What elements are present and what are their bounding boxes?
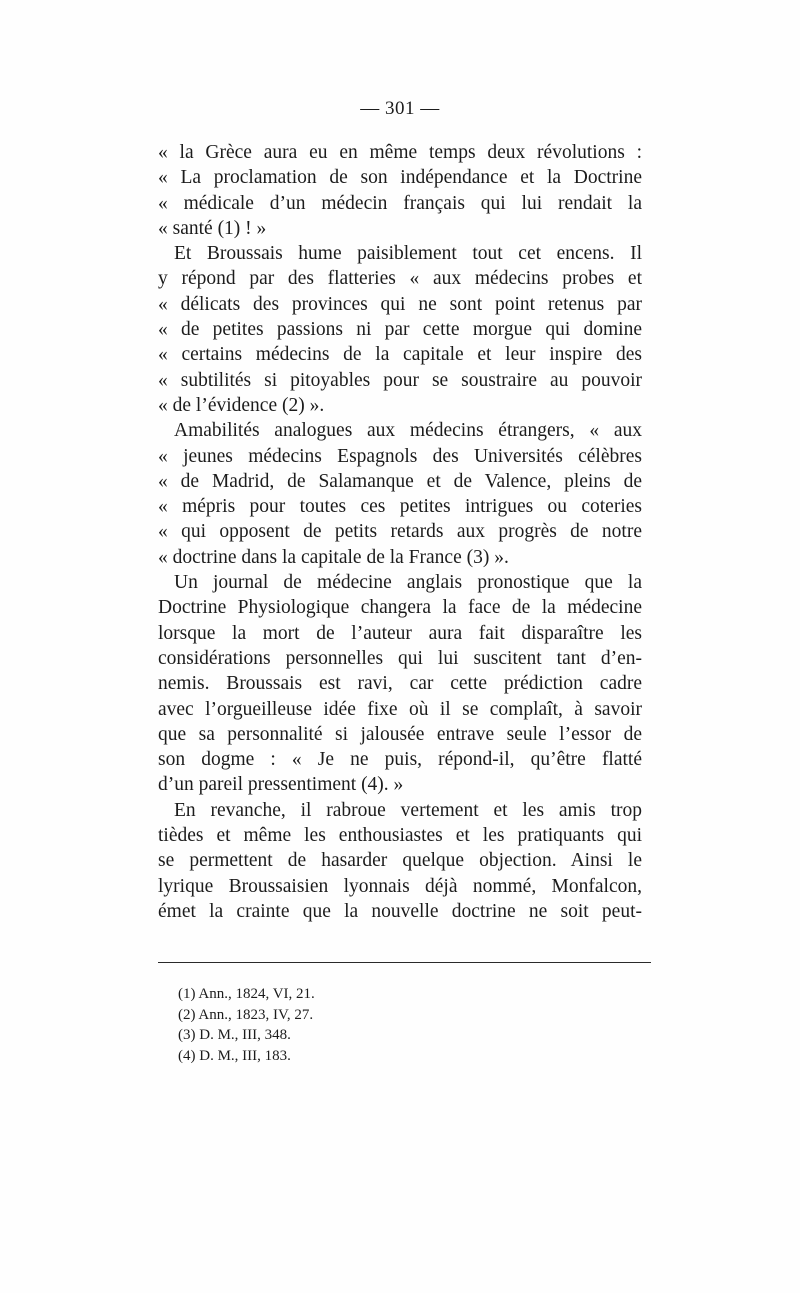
- text-line: En revanche, il rabroue vertement et les amis trop: [174, 799, 642, 821]
- body-text: [158, 140, 642, 924]
- page-number: — 301 —: [360, 98, 440, 119]
- text-line: « délicats des provinces qui ne sont point retenus par: [158, 293, 642, 315]
- text-line: émet la crainte que la nouvelle doctrine ne soit peut-: [158, 900, 642, 922]
- text-line: « certains médecins de la capitale et leur inspire des: [158, 344, 642, 366]
- text-line: y répond par des flatteries « aux médecins probes et: [158, 268, 642, 290]
- text-line: nemis. Broussais est ravi, car cette prédiction cadre: [158, 673, 642, 695]
- text-line: Doctrine Physiologique changera la face de la médecine: [158, 597, 642, 619]
- text-line: que sa personnalité si jalousée entrave seule l’essor de: [158, 723, 642, 745]
- text-line: « santé (1) ! »: [158, 217, 267, 239]
- text-line: son dogme : « Je ne puis, répond-il, qu’être flatté: [158, 749, 642, 771]
- text-line: d’un pareil pressentiment (4). »: [158, 774, 404, 796]
- text-line: se permettent de hasarder quelque objection. Ainsi le: [158, 850, 642, 872]
- text-line: « médicale d’un médecin français qui lui rendait la: [158, 192, 642, 214]
- text-line: « mépris pour toutes ces petites intrigues ou coteries: [158, 496, 642, 518]
- text-line: « la Grèce aura eu en même temps deux révolutions :: [158, 142, 642, 163]
- text-line: « de l’évidence (2) ».: [158, 394, 325, 416]
- footnotes: [178, 984, 315, 1066]
- text-line: considérations personnelles qui lui suscitent tant d’en-: [158, 647, 642, 669]
- text-line: tièdes et même les enthousiastes et les pratiquants qui: [158, 825, 642, 847]
- footnote-divider: [158, 962, 651, 963]
- text-line: « jeunes médecins Espagnols des Universités célèbres: [158, 445, 642, 467]
- text-line: « qui opposent de petits retards aux progrès de notre: [158, 521, 642, 543]
- text-line: « de Madrid, de Salamanque et de Valence, pleins de: [158, 470, 642, 492]
- text-line: lyrique Broussaisien lyonnais déjà nommé, Monfalcon,: [158, 875, 642, 897]
- text-line: « subtilités si pitoyables pour se soustraire au pouvoir: [158, 369, 642, 391]
- footnote: (4) D. M., III, 183.: [178, 1047, 291, 1064]
- footnote: (3) D. M., III, 348.: [178, 1027, 291, 1043]
- text-line: Et Broussais hume paisiblement tout cet encens. Il: [174, 243, 642, 265]
- text-line: « doctrine dans la capitale de la France (3) ».: [158, 546, 509, 568]
- text-line: Un journal de médecine anglais pronostique que la: [174, 572, 642, 594]
- text-line: Amabilités analogues aux médecins étrangers, « aux: [174, 420, 642, 442]
- footnote: (2) Ann., 1823, IV, 27.: [178, 1006, 314, 1023]
- text-line: lorsque la mort de l’auteur aura fait disparaître les: [158, 622, 642, 644]
- text-line: avec l’orgueilleuse idée fixe où il se complaît, à savoir: [158, 698, 642, 720]
- text-line: « La proclamation de son indépendance et la Doctrine: [158, 167, 642, 189]
- footnote: (1) Ann., 1824, VI, 21.: [178, 986, 315, 1002]
- text-line: « de petites passions ni par cette morgue qui domine: [158, 319, 642, 341]
